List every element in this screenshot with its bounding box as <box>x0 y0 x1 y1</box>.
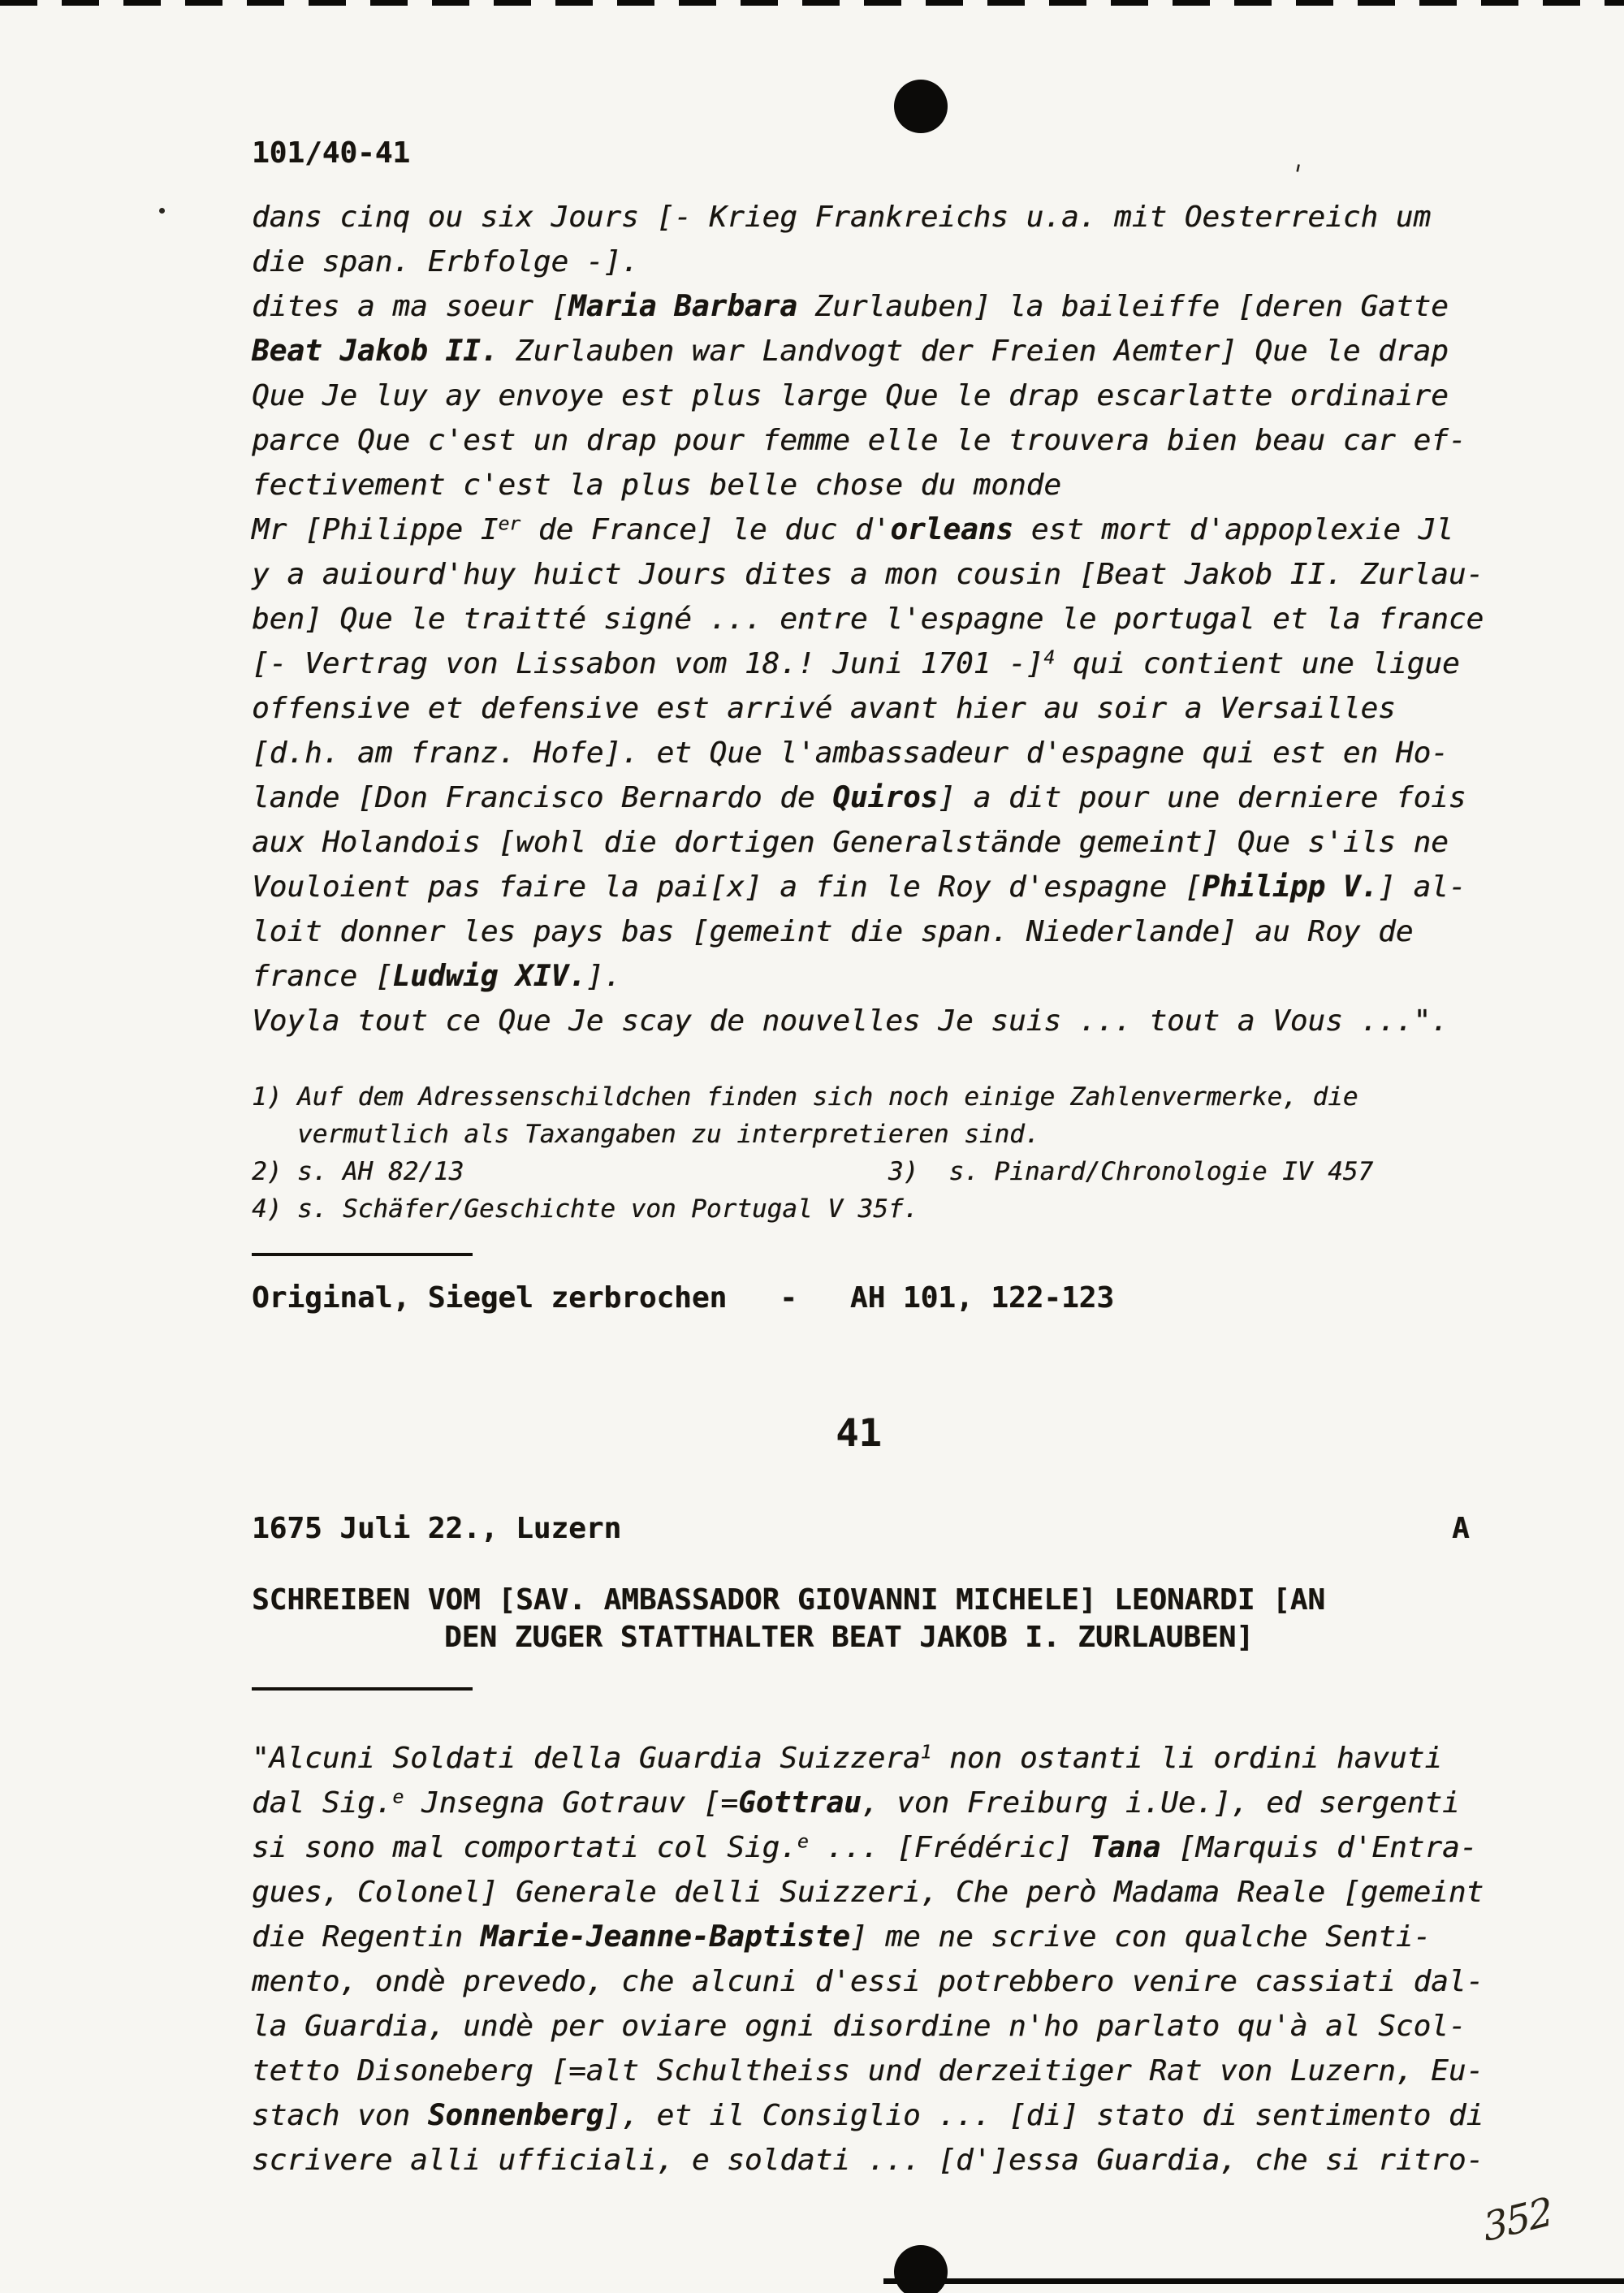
stray-ink-tick: ' <box>1289 158 1304 192</box>
text-segment: dites a ma soeur [ <box>252 290 569 323</box>
text-line <box>252 284 1484 329</box>
text-line <box>252 731 1484 775</box>
text-segment: Zurlauben] la baileiffe [deren Gatte <box>797 290 1449 323</box>
text-line <box>252 2004 1484 2049</box>
emphasized-text: Ludwig XIV. <box>392 960 586 993</box>
text-line <box>252 1190 1373 1228</box>
emphasized-text: orleans <box>890 513 1014 546</box>
text-line <box>252 1116 1373 1153</box>
text-segment: 2) s. AH 82/13 3) s. Pinard/Chronologie IV 457 <box>252 1157 1374 1186</box>
text-line <box>252 775 1484 820</box>
text-line <box>252 1870 1484 1915</box>
entry-title-line-2: DEN ZUGER STATTHALTER BEAT JAKOB I. ZURLAUBEN] <box>444 1621 1254 1654</box>
text-line <box>252 641 1484 686</box>
entry-letter-marker: A <box>1452 1512 1470 1545</box>
text-segment: [Marquis d'Entra- <box>1160 1831 1478 1864</box>
text-segment: ] me ne scrive con qualche Senti- <box>849 1920 1432 1954</box>
text-line <box>252 909 1484 954</box>
text-segment: ben] Que le traitté signé ... entre l'espagne le portugal et la france <box>252 602 1484 636</box>
text-segment: 4) s. Schäfer/Geschichte von Portugal V 35f. <box>252 1194 919 1224</box>
superscript-text: e <box>797 1831 809 1853</box>
emphasized-text: Gottrau <box>738 1786 862 1820</box>
text-segment: tetto Disoneberg [=alt Schultheiss und derzeitiger Rat von Luzern, Eu- <box>252 2054 1484 2088</box>
text-line <box>252 597 1484 641</box>
emphasized-text: Tana <box>1090 1831 1161 1864</box>
text-line <box>252 865 1484 909</box>
text-line <box>252 1736 1484 1781</box>
text-segment: ]. <box>585 960 622 993</box>
superscript-text: er <box>498 513 521 535</box>
hole-punch-mark-top <box>894 80 948 133</box>
text-line <box>252 2138 1484 2183</box>
emphasized-text: Beat Jakob II. <box>252 335 499 368</box>
provenance-line: Original, Siegel zerbrochen - AH 101, 122-123 <box>252 1281 1115 1315</box>
text-line <box>252 2049 1484 2093</box>
text-line <box>252 2093 1484 2138</box>
text-segment: 1) Auf dem Adressenschildchen finden sich noch einige Zahlenvermerke, die <box>252 1082 1358 1112</box>
text-segment: si sono mal comportati col Sig. <box>252 1831 797 1864</box>
text-segment: Zurlauben war Landvogt der Freien Aemter] Que le drap <box>498 335 1449 368</box>
text-line <box>252 463 1484 507</box>
text-segment: stach von <box>252 2099 428 2132</box>
text-segment: ... [Frédéric] <box>808 1831 1091 1864</box>
scan-edge-dashes <box>0 0 1624 6</box>
superscript-text: 4 <box>1043 647 1056 669</box>
text-segment: Vouloient pas faire la pai[x] a fin le Roy d'espagne [ <box>252 870 1203 904</box>
emphasized-text: Marie-Jeanne-Baptiste <box>480 1920 850 1954</box>
text-segment: qui contient une ligue <box>1055 647 1460 680</box>
scan-edge-line-bottom <box>883 2278 1624 2284</box>
text-line <box>252 820 1484 865</box>
emphasized-text: Sonnenberg <box>427 2099 604 2132</box>
stray-ink-dot <box>159 208 165 214</box>
text-segment: dans cinq ou six Jours [- Krieg Frankreichs u.a. mit Oesterreich um <box>252 201 1432 234</box>
text-segment: dal Sig. <box>252 1786 393 1820</box>
page-header-number: 101/40-41 <box>252 136 411 170</box>
text-segment: loit donner les pays bas [gemeint die span. Niederlande] au Roy de <box>252 915 1414 948</box>
text-segment: ] a dit pour une derniere fois <box>938 781 1466 814</box>
text-segment: france [ <box>252 960 393 993</box>
separator-rule-top <box>252 1253 473 1256</box>
text-line <box>252 418 1484 463</box>
text-segment: [- Vertrag von Lissabon vom 18.! Juni 1701 -] <box>252 647 1044 680</box>
superscript-text: e <box>392 1786 404 1808</box>
text-segment: gues, Colonel] Generale delli Suizzeri, Che però Madama Reale [gemeint <box>252 1876 1484 1909</box>
text-segment: aux Holandois [wohl die dortigen Generalstände gemeint] Que s'ils ne <box>252 826 1449 859</box>
superscript-text: 1 <box>920 1742 932 1764</box>
text-segment: mento, ondè prevedo, che alcuni d'essi potrebbero venire cassiati dal- <box>252 1965 1484 1998</box>
emphasized-text: Maria Barbara <box>568 290 797 323</box>
text-line <box>252 1781 1484 1825</box>
text-line <box>252 1915 1484 1959</box>
text-segment: Mr [Philippe I <box>252 513 499 546</box>
text-segment: lande [Don Francisco Bernardo de <box>252 781 833 814</box>
entry-title-line-1: SCHREIBEN VOM [SAV. AMBASSADOR GIOVANNI MICHELE] LEONARDI [AN <box>252 1583 1326 1617</box>
entry-dateline: 1675 Juli 22., Luzern <box>252 1512 622 1545</box>
text-segment: Voyla tout ce Que Je scay de nouvelles Je suis ... tout a Vous ...". <box>252 1004 1449 1038</box>
text-segment: fectivement c'est la plus belle chose du monde <box>252 469 1061 502</box>
text-segment: de France] le duc d' <box>520 513 891 546</box>
text-segment: Jnsegna Gotrauv [= <box>404 1786 739 1820</box>
text-segment: , von Freiburg i.Ue.], ed sergenti <box>861 1786 1460 1820</box>
separator-rule-bottom <box>252 1687 473 1691</box>
emphasized-text: Quiros <box>832 781 939 814</box>
text-segment: y a auiourd'huy huict Jours dites a mon cousin [Beat Jakob II. Zurlau- <box>252 558 1484 591</box>
text-line <box>252 1825 1484 1870</box>
italian-letter-block <box>252 1736 1484 2183</box>
text-segment: die span. Erbfolge -]. <box>252 245 639 279</box>
text-line <box>252 999 1484 1043</box>
text-segment: offensive et defensive est arrivé avant hier au soir a Versailles <box>252 692 1396 725</box>
text-line <box>252 1153 1373 1190</box>
text-line <box>252 1078 1373 1116</box>
footnotes-block <box>252 1078 1373 1228</box>
text-segment: ] al- <box>1378 870 1466 904</box>
text-segment: "Alcuni Soldati della Guardia Suizzera <box>252 1742 921 1775</box>
text-segment: vermutlich als Taxangaben zu interpretieren sind. <box>252 1120 1040 1149</box>
text-line <box>252 507 1484 552</box>
french-letter-block <box>252 195 1484 1043</box>
text-segment: [d.h. am franz. Hofe]. et Que l'ambassadeur d'espagne qui est en Ho- <box>252 736 1449 770</box>
text-line <box>252 686 1484 731</box>
hole-punch-mark-bottom <box>894 2245 948 2293</box>
emphasized-text: Philipp V. <box>1202 870 1379 904</box>
text-line <box>252 329 1484 374</box>
text-line <box>252 1959 1484 2004</box>
text-line <box>252 374 1484 418</box>
text-line <box>252 954 1484 999</box>
text-segment: la Guardia, undè per oviare ogni disordine n'ho parlato qu'à al Scol- <box>252 2010 1466 2043</box>
text-line <box>252 240 1484 284</box>
text-segment: ], et il Consiglio ... [di] stato di sentimento di <box>603 2099 1484 2132</box>
text-segment: die Regentin <box>252 1920 481 1954</box>
entry-title <box>252 1582 1325 1656</box>
text-line <box>252 195 1484 240</box>
text-segment: est mort d'appoplexie Jl <box>1013 513 1453 546</box>
text-segment: Que Je luy ay envoye est plus large Que le drap escarlatte ordinaire <box>252 379 1449 412</box>
handwritten-page-number: 352 <box>1480 2188 1555 2252</box>
text-segment: parce Que c'est un drap pour femme elle le trouvera bien beau car ef- <box>252 424 1466 457</box>
text-segment: scrivere alli ufficiali, e soldati ... [d']essa Guardia, che si ritro- <box>252 2144 1484 2177</box>
entry-number: 41 <box>836 1411 882 1456</box>
text-line <box>252 552 1484 597</box>
text-segment: non ostanti li ordini havuti <box>931 1742 1443 1775</box>
